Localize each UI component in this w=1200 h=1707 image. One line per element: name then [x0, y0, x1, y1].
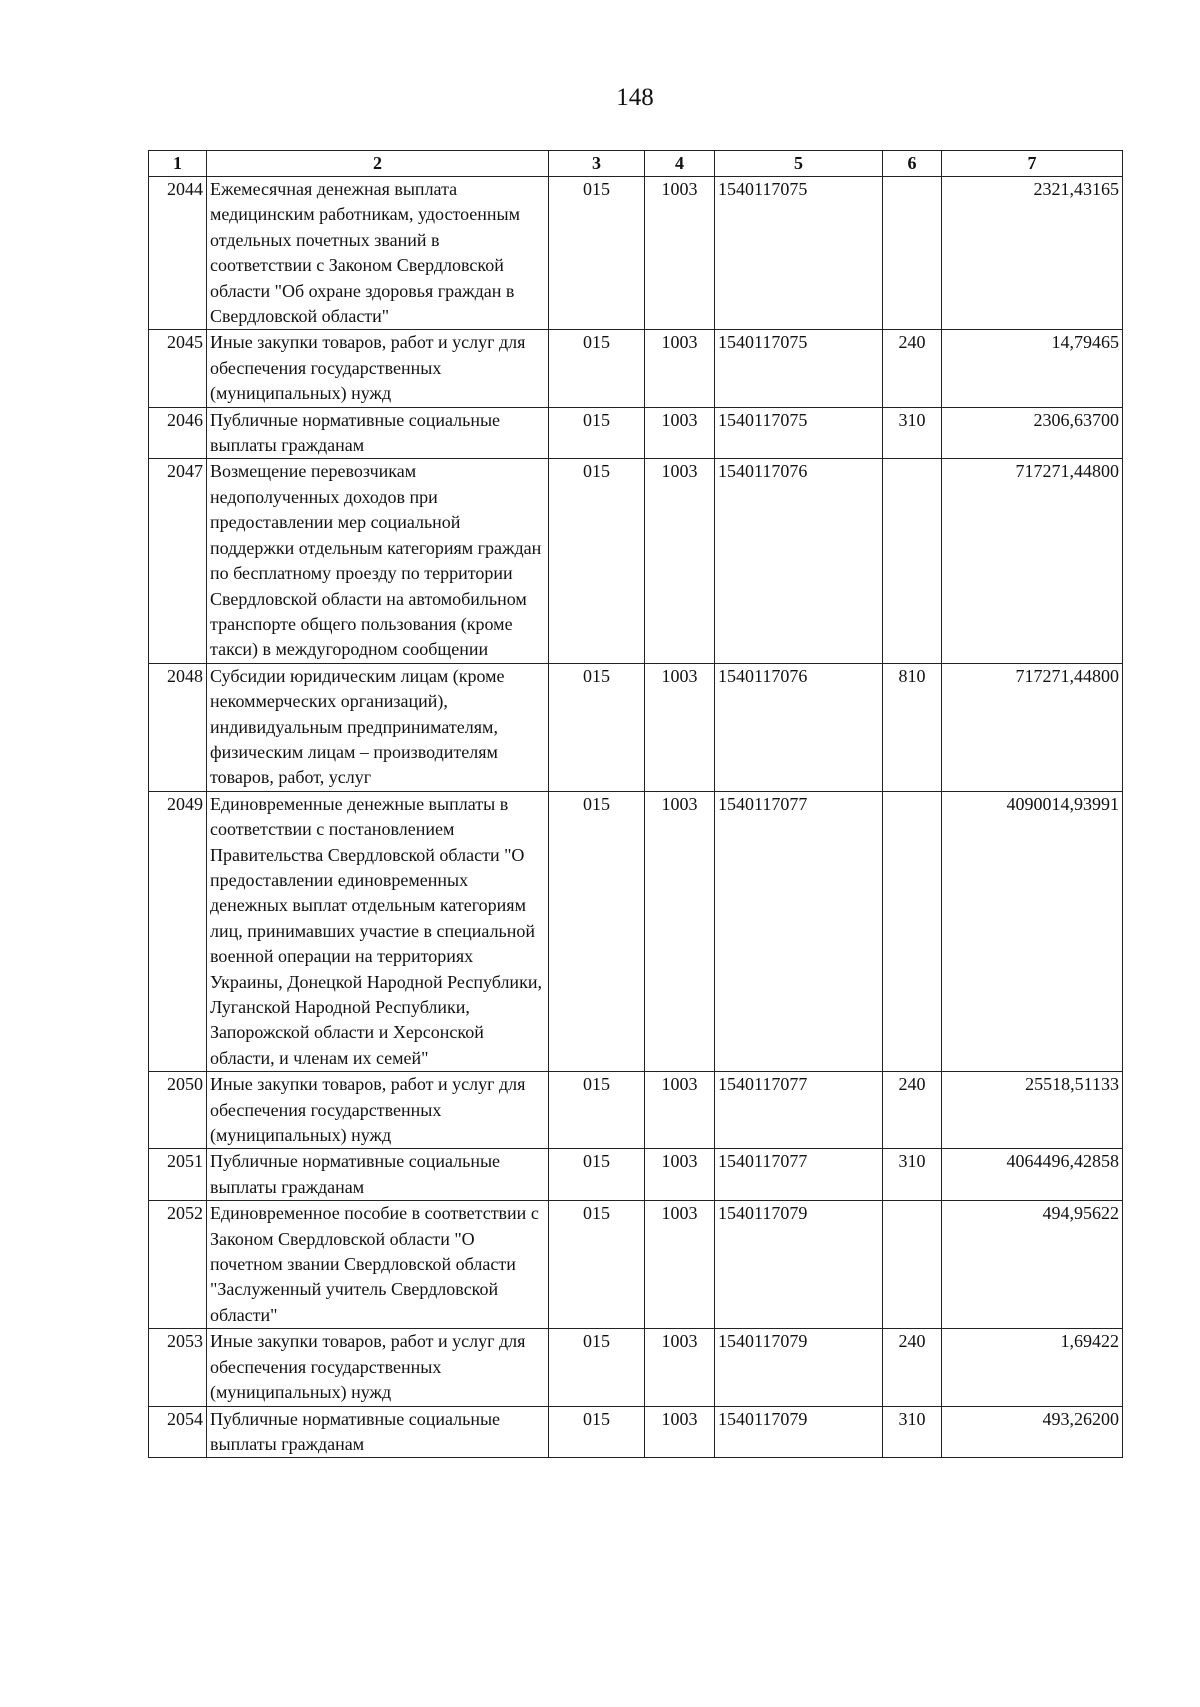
target-article-code: 1540117079: [715, 1406, 883, 1458]
row-description: Субсидии юридическим лицам (кроме некоммерческих организаций), индивидуальным предпринимателям, физическим лицам – производителям товаров, работ, услуг: [207, 663, 549, 791]
section-code: 1003: [645, 791, 715, 1071]
target-article-code: 1540117076: [715, 459, 883, 663]
ministry-code: 015: [549, 177, 645, 330]
section-code: 1003: [645, 177, 715, 330]
row-description: Иные закупки товаров, работ и услуг для обеспечения государственных (муниципальных) нужд: [207, 330, 549, 407]
amount: 1,69422: [942, 1329, 1123, 1406]
target-article-code: 1540117075: [715, 407, 883, 459]
amount: 2306,63700: [942, 407, 1123, 459]
ministry-code: 015: [549, 1329, 645, 1406]
row-number: 2053: [149, 1329, 207, 1406]
section-code: 1003: [645, 1072, 715, 1149]
amount: 4064496,42858: [942, 1149, 1123, 1201]
table-row: [149, 1329, 1123, 1406]
row-description: Публичные нормативные социальные выплаты гражданам: [207, 407, 549, 459]
row-number: 2045: [149, 330, 207, 407]
ministry-code: 015: [549, 1201, 645, 1329]
row-number: 2048: [149, 663, 207, 791]
expense-type-code: 310: [883, 1406, 942, 1458]
section-code: 1003: [645, 407, 715, 459]
expense-type-code: [883, 1201, 942, 1329]
section-code: 1003: [645, 1149, 715, 1201]
ministry-code: 015: [549, 1406, 645, 1458]
table-row: [149, 330, 1123, 407]
table-row: [149, 663, 1123, 791]
column-header: 1: [149, 151, 207, 177]
table-row: [149, 177, 1123, 330]
target-article-code: 1540117079: [715, 1201, 883, 1329]
column-header: 2: [207, 151, 549, 177]
expense-type-code: 310: [883, 407, 942, 459]
amount: 14,79465: [942, 330, 1123, 407]
target-article-code: 1540117077: [715, 1149, 883, 1201]
ministry-code: 015: [549, 663, 645, 791]
target-article-code: 1540117076: [715, 663, 883, 791]
row-number: 2049: [149, 791, 207, 1071]
budget-table: [148, 150, 1123, 1458]
column-header: 5: [715, 151, 883, 177]
row-number: 2044: [149, 177, 207, 330]
table-row: [149, 1149, 1123, 1201]
row-number: 2051: [149, 1149, 207, 1201]
section-code: 1003: [645, 663, 715, 791]
ministry-code: 015: [549, 791, 645, 1071]
row-description: Публичные нормативные социальные выплаты гражданам: [207, 1406, 549, 1458]
section-code: 1003: [645, 1201, 715, 1329]
table-row: [149, 1406, 1123, 1458]
column-header: 3: [549, 151, 645, 177]
page-number: 148: [616, 84, 654, 111]
table-row: [149, 1072, 1123, 1149]
amount: 717271,44800: [942, 663, 1123, 791]
row-description: Публичные нормативные социальные выплаты гражданам: [207, 1149, 549, 1201]
expense-type-code: 310: [883, 1149, 942, 1201]
row-description: Возмещение перевозчикам недополученных доходов при предоставлении мер социальной поддержки отдельным категориям граждан по бесплатному проезду по территории Свердловской области на автомобильном транспорте общего пользования (кроме такси) в междугородном сообщении: [207, 459, 549, 663]
expense-type-code: 240: [883, 1329, 942, 1406]
table-row: [149, 407, 1123, 459]
column-header: 7: [942, 151, 1123, 177]
section-code: 1003: [645, 1406, 715, 1458]
expense-type-code: 240: [883, 1072, 942, 1149]
target-article-code: 1540117079: [715, 1329, 883, 1406]
table-row: [149, 459, 1123, 663]
expense-type-code: [883, 459, 942, 663]
ministry-code: 015: [549, 1072, 645, 1149]
amount: 2321,43165: [942, 177, 1123, 330]
row-number: 2054: [149, 1406, 207, 1458]
section-code: 1003: [645, 459, 715, 663]
amount: 493,26200: [942, 1406, 1123, 1458]
row-description: Единовременные денежные выплаты в соответствии с постановлением Правительства Свердловской области "О предоставлении единовременных денежных выплат отдельным категориям лиц, принимавших участие в специальной военной операции на территориях Украины, Донецкой Народной Республики, Луганской Народной Республики, Запорожской области и Херсонской области, и членам их семей": [207, 791, 549, 1071]
ministry-code: 015: [549, 1149, 645, 1201]
row-description: Ежемесячная денежная выплата медицинским работникам, удостоенным отдельных почетных званий в соответствии с Законом Свердловской области "Об охране здоровья граждан в Свердловской области": [207, 177, 549, 330]
section-code: 1003: [645, 330, 715, 407]
expense-type-code: 240: [883, 330, 942, 407]
row-description: Иные закупки товаров, работ и услуг для обеспечения государственных (муниципальных) нужд: [207, 1072, 549, 1149]
row-number: 2046: [149, 407, 207, 459]
ministry-code: 015: [549, 407, 645, 459]
amount: 4090014,93991: [942, 791, 1123, 1071]
row-number: 2050: [149, 1072, 207, 1149]
target-article-code: 1540117077: [715, 1072, 883, 1149]
section-code: 1003: [645, 1329, 715, 1406]
row-description: Единовременное пособие в соответствии с Законом Свердловской области "О почетном звании Свердловской области "Заслуженный учитель Свердловской области": [207, 1201, 549, 1329]
amount: 25518,51133: [942, 1072, 1123, 1149]
expense-type-code: [883, 177, 942, 330]
ministry-code: 015: [549, 330, 645, 407]
target-article-code: 1540117075: [715, 330, 883, 407]
table-row: [149, 1201, 1123, 1329]
ministry-code: 015: [549, 459, 645, 663]
column-header: 6: [883, 151, 942, 177]
column-header: 4: [645, 151, 715, 177]
row-description: Иные закупки товаров, работ и услуг для обеспечения государственных (муниципальных) нужд: [207, 1329, 549, 1406]
target-article-code: 1540117075: [715, 177, 883, 330]
row-number: 2052: [149, 1201, 207, 1329]
amount: 717271,44800: [942, 459, 1123, 663]
target-article-code: 1540117077: [715, 791, 883, 1071]
expense-type-code: [883, 791, 942, 1071]
table-row: [149, 791, 1123, 1071]
row-number: 2047: [149, 459, 207, 663]
header-row: [149, 151, 1123, 177]
amount: 494,95622: [942, 1201, 1123, 1329]
expense-type-code: 810: [883, 663, 942, 791]
